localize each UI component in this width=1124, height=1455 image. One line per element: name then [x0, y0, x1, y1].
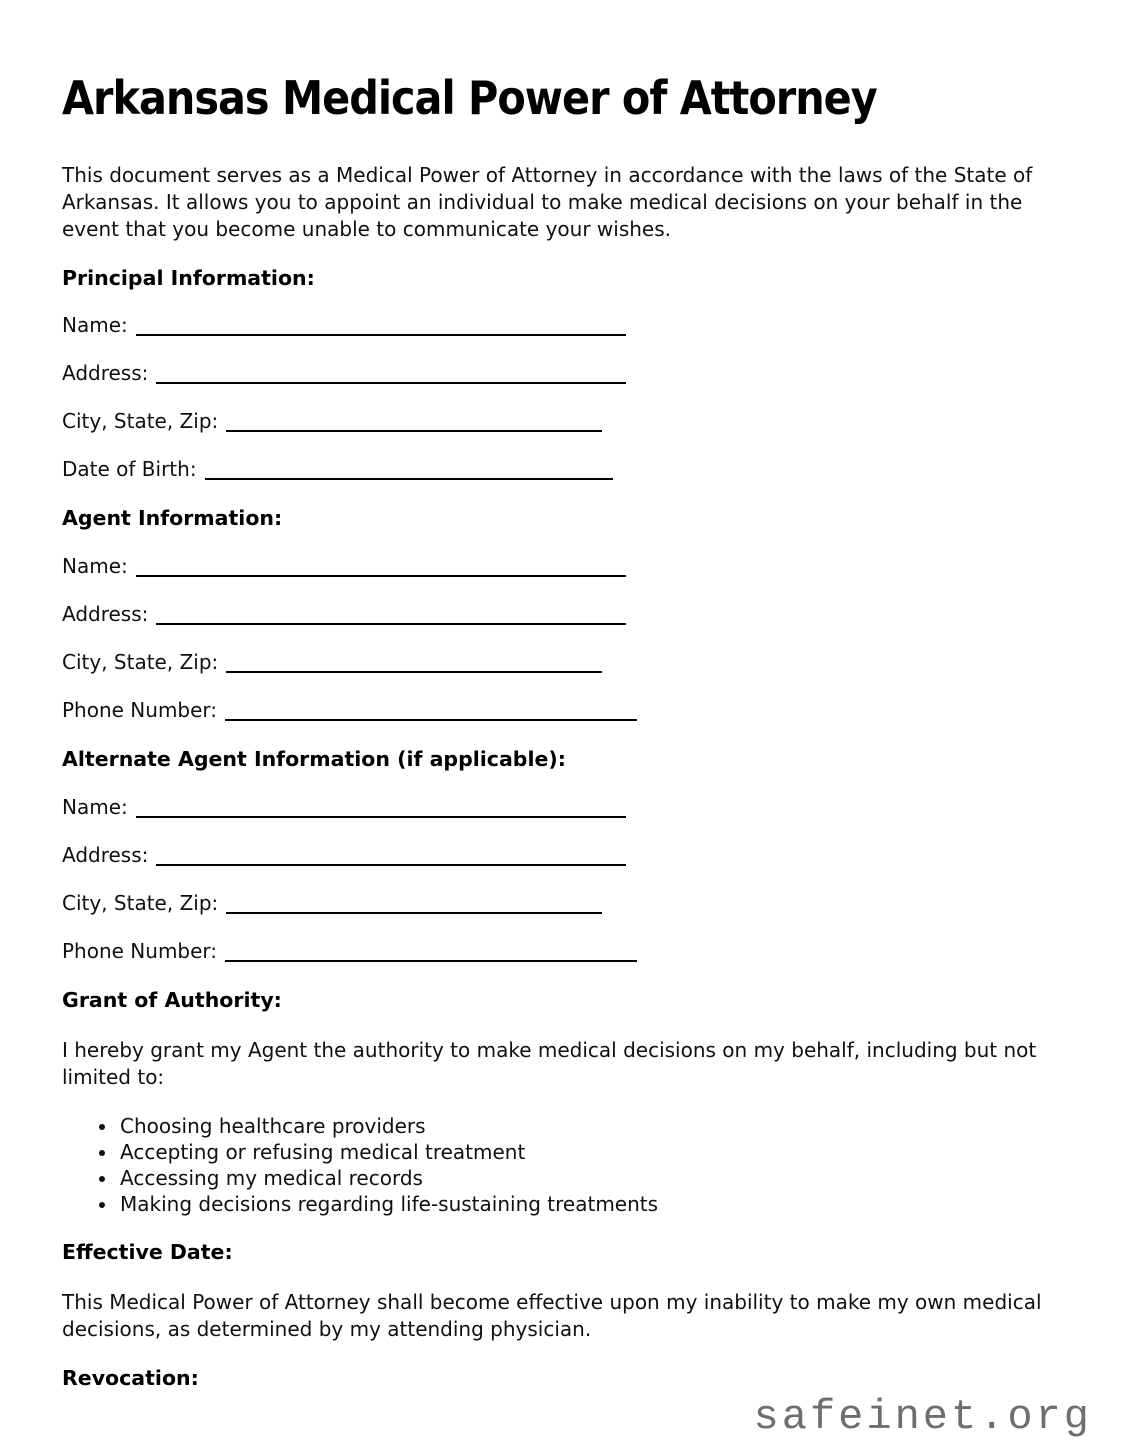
grant-of-authority-paragraph: I hereby grant my Agent the authority to make medical decisions on my behalf, including but not limited to:	[62, 1038, 1037, 1089]
principal-city-state-zip-blank-line	[226, 412, 602, 432]
principal-address-blank-line	[156, 364, 626, 384]
effective-date-paragraph: This Medical Power of Attorney shall become effective upon my inability to make my own medical decisions, as determined by my attending physician.	[62, 1290, 1042, 1341]
field-row-agent-address	[62, 601, 1062, 628]
field-row-alternate-agent-phone-number	[62, 938, 1062, 965]
field-row-agent-phone-number	[62, 697, 1062, 724]
section-heading-effective-date: Effective Date:	[62, 1240, 233, 1264]
agent-city-state-zip-label: City, State, Zip:	[62, 650, 219, 674]
alternate-agent-city-state-zip-blank-line	[226, 894, 602, 914]
alternate-agent-name-label: Name:	[62, 795, 128, 819]
field-row-agent-city-state-zip	[62, 649, 1062, 676]
bullet-item-life-sustaining-treatments: • Making decisions regarding life-sustaining treatments	[118, 1191, 1062, 1217]
field-row-principal-name	[62, 312, 1062, 339]
field-row-principal-city-state-zip	[62, 408, 1062, 435]
section-heading-agent-information: Agent Information:	[62, 506, 283, 530]
field-row-alternate-agent-name	[62, 794, 1062, 821]
alternate-agent-phone-number-label: Phone Number:	[62, 939, 218, 963]
section-heading-alternate-agent-information: Alternate Agent Information (if applicable):	[62, 747, 566, 771]
principal-name-label: Name:	[62, 313, 128, 337]
intro-paragraph: This document serves as a Medical Power of Attorney in accordance with the laws of the State of Arkansas. It allows you to appoint an individual to make medical decisions on your behalf in the event that you become unable to communicate your wishes.	[62, 163, 1033, 241]
agent-phone-number-label: Phone Number:	[62, 698, 218, 722]
grant-of-authority-bullet-list	[62, 1113, 1062, 1217]
agent-phone-number-blank-line	[225, 701, 637, 721]
alternate-agent-name-blank-line	[136, 798, 626, 818]
principal-date-of-birth-label: Date of Birth:	[62, 457, 197, 481]
section-heading-grant-of-authority: Grant of Authority:	[62, 988, 282, 1012]
field-row-agent-name	[62, 553, 1062, 580]
watermark-safeinet-org: safeinet.org	[753, 1393, 1092, 1441]
field-row-alternate-agent-city-state-zip	[62, 890, 1062, 917]
section-heading-revocation: Revocation:	[62, 1366, 199, 1390]
agent-name-label: Name:	[62, 554, 128, 578]
alternate-agent-city-state-zip-label: City, State, Zip:	[62, 891, 219, 915]
principal-city-state-zip-label: City, State, Zip:	[62, 409, 219, 433]
agent-name-blank-line	[136, 557, 626, 577]
field-row-alternate-agent-address	[62, 842, 1062, 869]
section-heading-principal-information: Principal Information:	[62, 266, 315, 290]
field-row-principal-address	[62, 360, 1062, 387]
alternate-agent-phone-number-blank-line	[225, 942, 637, 962]
alternate-agent-address-blank-line	[156, 846, 626, 866]
alternate-agent-address-label: Address:	[62, 843, 149, 867]
document-title: Arkansas Medical Power of Attorney	[62, 71, 877, 125]
field-row-principal-date-of-birth	[62, 456, 1062, 483]
agent-city-state-zip-blank-line	[226, 653, 602, 673]
principal-date-of-birth-blank-line	[205, 460, 613, 480]
bullet-item-accessing-medical-records: • Accessing my medical records	[118, 1165, 1062, 1191]
principal-name-blank-line	[136, 316, 626, 336]
agent-address-blank-line	[156, 605, 626, 625]
principal-address-label: Address:	[62, 361, 149, 385]
bullet-item-accepting-or-refusing-treatment: • Accepting or refusing medical treatment	[118, 1139, 1062, 1165]
agent-address-label: Address:	[62, 602, 149, 626]
bullet-item-choosing-healthcare-providers: • Choosing healthcare providers	[118, 1113, 1062, 1139]
